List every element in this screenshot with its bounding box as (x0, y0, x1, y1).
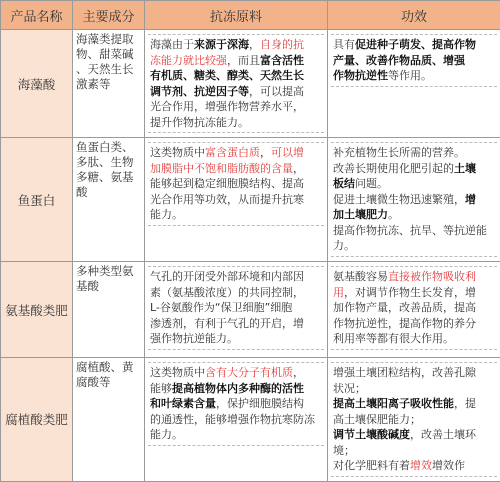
material-line (150, 300, 322, 316)
table-row (1, 30, 500, 138)
text-run: 能够起到稳定细胞膜结构、提高 (150, 177, 304, 190)
text-run: 境； (333, 444, 355, 457)
text-run: ，可以提高 (249, 85, 304, 98)
effect-line (333, 300, 495, 316)
main-ingredients-cell (73, 358, 145, 482)
text-run: 增 (465, 193, 476, 206)
header-main-ingredients: 主要成分 (73, 1, 145, 30)
ingredient-line: 海藻类提取 (76, 32, 141, 47)
table-header-row (1, 1, 500, 30)
material-line (150, 99, 322, 115)
material-line (150, 115, 322, 131)
text-run: 改善长期使用化肥引起的 (333, 162, 454, 175)
material-line (150, 285, 322, 301)
text-run: 增强土壤团粒结构，改善孔隙 (333, 366, 476, 379)
material-line (150, 365, 322, 381)
header-effect: 功效 (328, 1, 500, 30)
text-run: 对化学肥料有着 (333, 459, 410, 472)
text-run: 冻能力就比较强 (150, 54, 227, 67)
effect-line (333, 269, 495, 285)
material-line (150, 161, 322, 177)
text-run: 作物抗逆性 (333, 69, 388, 82)
text-run: 加作物产量，改善品质，提高 (333, 301, 476, 314)
antifreeze-material-cell (145, 262, 328, 358)
effect-line (333, 396, 495, 412)
material-text-box (148, 34, 324, 133)
effect-line (333, 145, 495, 161)
text-run: 自身的抗 (260, 38, 304, 51)
header-antifreeze-material: 抗冻原料 (145, 1, 328, 30)
text-run: 和叶绿素含量 (150, 397, 216, 410)
text-run: 能力。 (150, 428, 183, 441)
effect-line (333, 381, 495, 397)
text-run: 调节剂、抗逆因子等 (150, 85, 249, 98)
table-row (1, 262, 500, 358)
text-run: 利用率等都有很大作用。 (333, 332, 454, 345)
text-run: 板结 (333, 177, 355, 190)
ingredient-line: 多糖、氨基 (76, 170, 141, 185)
effect-cell (328, 138, 500, 262)
text-run: 增效 (410, 459, 432, 472)
text-run: 强作物抗逆能力。 (150, 332, 238, 345)
text-run: ，对调节作物生长发育，增 (344, 286, 476, 299)
text-run: ，提 (454, 397, 476, 410)
text-run: 的通透性，能够增强作物抗寒防冻 (150, 413, 315, 426)
effect-line (333, 53, 495, 69)
text-run: ， (249, 38, 260, 51)
product-name-cell: 海藻酸 (1, 30, 73, 138)
text-run: 提高植物体内多种酶的活性 (172, 382, 304, 395)
ingredient-line: 激素等 (76, 77, 141, 92)
material-text-box (148, 362, 324, 446)
text-run: 促进土壤微生物迅速繁殖， (333, 193, 465, 206)
text-run: 这类物质中 (150, 146, 205, 159)
effect-cell (328, 30, 500, 138)
material-line (150, 53, 322, 69)
ingredient-line: 多种类型氨 (76, 264, 141, 279)
text-run: 加膜脂中不饱和脂肪酸的含量 (150, 162, 293, 175)
text-run: 含有大分子有机质 (205, 366, 293, 379)
material-line (150, 269, 322, 285)
text-run: 有机质、糖类、醇类、天然生长 (150, 69, 304, 82)
main-ingredients-cell (73, 138, 145, 262)
material-line (150, 331, 322, 347)
ingredient-line: 物、甜菜碱 (76, 47, 141, 62)
effect-line (333, 331, 495, 347)
material-line (150, 396, 322, 412)
text-run: 产量、改善作物品质、增强 (333, 54, 465, 67)
ingredient-line: 腐植酸、黄 (76, 360, 141, 375)
text-run: ，而且 (227, 54, 260, 67)
text-run: ， (293, 366, 304, 379)
text-run: 直接被作物吸收利 (388, 270, 476, 283)
text-run: 土壤 (454, 162, 476, 175)
effect-line (333, 458, 495, 474)
material-line (150, 192, 322, 208)
ingredient-line: 多肽、生物 (76, 155, 141, 170)
material-line (150, 145, 322, 161)
ingredient-line: 、天然生长 (76, 62, 141, 77)
text-run: 提高作物抗冻、抗旱、等抗逆能 (333, 224, 487, 237)
material-line (150, 412, 322, 428)
header-product-name: 产品名称 (1, 1, 73, 30)
text-run: 渗透剂，有利于气孔的开启，增 (150, 317, 304, 330)
product-name-cell: 腐植酸类肥 (1, 358, 73, 482)
text-run: 海藻由于 (150, 38, 194, 51)
ingredient-line: 基酸 (76, 279, 141, 294)
text-run: 能够 (150, 382, 172, 395)
effect-text-box (331, 266, 497, 350)
effect-line (333, 192, 495, 208)
text-run: 氨基酸容易 (333, 270, 388, 283)
material-line (150, 68, 322, 84)
text-run: 问题。 (355, 177, 388, 190)
effect-line (333, 238, 495, 254)
effect-line (333, 176, 495, 192)
effect-cell (328, 358, 500, 482)
effect-text-box (331, 34, 497, 87)
text-run: 富含蛋白质 (205, 146, 260, 159)
text-run: 状况； (333, 382, 366, 395)
material-line (150, 84, 322, 100)
text-run: 等作用。 (388, 69, 432, 82)
material-line (150, 381, 322, 397)
material-line (150, 316, 322, 332)
text-run: ， (293, 162, 304, 175)
text-run: 能力。 (150, 208, 183, 221)
effect-line (333, 37, 495, 53)
effect-text-box (331, 142, 497, 257)
text-run: 调节土壤酸碱度 (333, 428, 410, 441)
ingredient-line: 酸 (76, 185, 141, 200)
text-run: 光合作用，增强作物营养水平， (150, 100, 304, 113)
text-run: 素（氨基酸浓度）的共同控制， (150, 286, 304, 299)
effect-line (333, 427, 495, 443)
antifreeze-material-cell (145, 138, 328, 262)
text-run: 促进种子萌发、提高作物 (355, 38, 476, 51)
text-run: 气孔的开闭受外部环境和内部因 (150, 270, 304, 283)
text-run: 提升作物抗冻能力。 (150, 116, 249, 129)
table-row (1, 358, 500, 482)
effect-line (333, 412, 495, 428)
text-run: 用 (333, 286, 344, 299)
text-run: 加土壤肥力 (333, 208, 388, 221)
product-name-cell: 氨基酸类肥 (1, 262, 73, 358)
text-run: 增效作 (432, 459, 465, 472)
ingredient-line: 腐酸等 (76, 375, 141, 390)
ingredient-line: 鱼蛋白类、 (76, 140, 141, 155)
text-run: 光合作用等功效，从而提升抗寒 (150, 193, 304, 206)
main-ingredients-cell (73, 30, 145, 138)
text-run: ，保护细胞膜结构 (216, 397, 304, 410)
effect-line (333, 285, 495, 301)
text-run: 具有 (333, 38, 355, 51)
effect-line (333, 68, 495, 84)
effect-line (333, 161, 495, 177)
text-run: 可以增 (271, 146, 304, 159)
material-line (150, 37, 322, 53)
text-run: L-谷氨酸作为“保卫细胞”细胞 (150, 301, 292, 314)
table-row (1, 138, 500, 262)
text-run: 。 (388, 208, 399, 221)
effect-line (333, 316, 495, 332)
material-text-box (148, 142, 324, 226)
text-run: 高土壤保肥能力； (333, 413, 421, 426)
material-text-box (148, 266, 324, 350)
text-run: 富含活性 (260, 54, 304, 67)
effect-line (333, 365, 495, 381)
effect-cell (328, 262, 500, 358)
effect-line (333, 223, 495, 239)
text-run: 提高土壤阳离子吸收性能 (333, 397, 454, 410)
main-ingredients-cell (73, 262, 145, 358)
effect-line (333, 207, 495, 223)
effect-text-box (331, 362, 497, 477)
antifreeze-material-cell (145, 358, 328, 482)
effect-line (333, 443, 495, 459)
text-run: ， (260, 146, 271, 159)
text-run: 这类物质中 (150, 366, 205, 379)
text-run: 力。 (333, 239, 355, 252)
material-line (150, 207, 322, 223)
text-run: ，改善土壤环 (410, 428, 476, 441)
text-run: 补充植物生长所需的营养。 (333, 146, 465, 159)
text-run: 作物抗逆性，提高作物的养分 (333, 317, 476, 330)
product-name-cell: 鱼蛋白 (1, 138, 73, 262)
antifreeze-material-cell (145, 30, 328, 138)
text-run: 来源于深海 (194, 38, 249, 51)
material-line (150, 176, 322, 192)
material-line (150, 427, 322, 443)
